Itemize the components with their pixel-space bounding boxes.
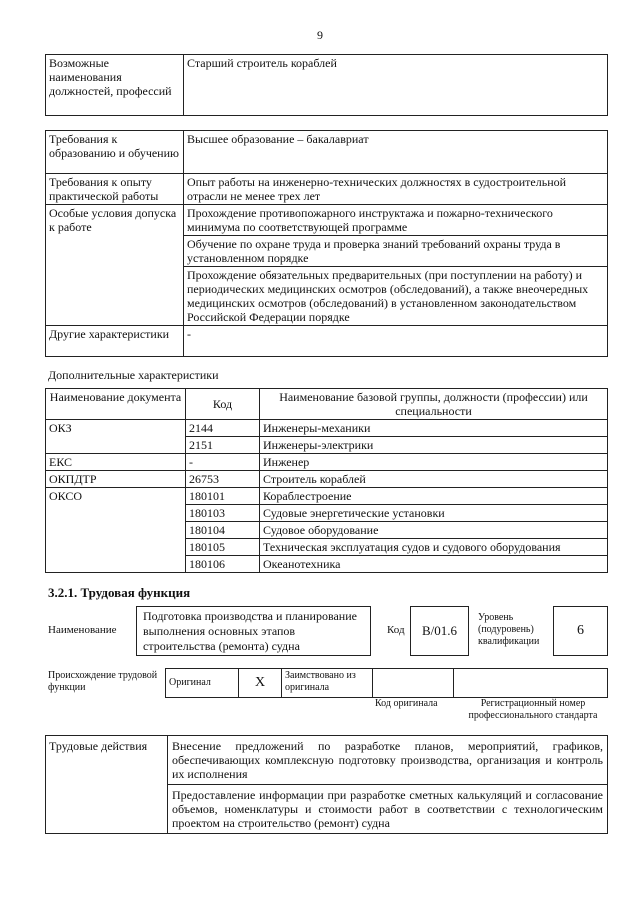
code-cell: 180103 (186, 505, 260, 522)
special-condition-item: Обучение по охране труда и проверка знаний требований охраны труда в установленном порядке (184, 236, 608, 267)
special-conditions-label: Особые условия допуска к работе (46, 205, 184, 326)
function-code-value: B/01.6 (410, 606, 469, 656)
original-mark: X (239, 669, 282, 698)
name-cell: Инженеры-механики (260, 420, 608, 437)
experience-value: Опыт работы на инженерно-технических должностях в судостроительной отрасли не менее трех лет (184, 174, 608, 205)
page-number: 9 (317, 28, 323, 42)
doc-cell: ОКСО (46, 488, 186, 573)
action-item: Внесение предложений по разработке планов, мероприятий, графиков, обеспечивающих комплексную подготовку производства, организация и контроль их исполнения (168, 736, 608, 785)
original-label: Оригинал (166, 669, 239, 698)
additional-title: Дополнительные характеристики (48, 368, 219, 382)
code-cell: 180105 (186, 539, 260, 556)
table-row (46, 471, 608, 488)
name-cell: Строитель кораблей (260, 471, 608, 488)
professions-value: Старший строитель кораблей (184, 55, 608, 116)
additional-table (45, 388, 608, 573)
header-doc: Наименование документа (46, 389, 186, 420)
function-name-value: Подготовка производства и планирование выполнения основных этапов строительства (ремонта) судна (136, 606, 371, 656)
actions-label: Трудовые действия (46, 736, 168, 834)
special-condition-item: Прохождение обязательных предварительных (при поступлении на работу) и периодических медицинских осмотров (обследований), а также внеочередных медицинских осмотров (обследований) в установленном законодательством Российской Федерации порядке (184, 267, 608, 326)
reg-number-label: Регистрационный номер профессионального стандарта (468, 698, 598, 721)
action-item: Предоставление информации при разработке сметных калькуляций и согласование объемов, номенклатуры и стоимости работ в соответствии с технологическим проектом на строительство (ремонт) судна (168, 785, 608, 834)
code-cell: 2151 (186, 437, 260, 454)
function-name-label: Наименование (48, 624, 117, 636)
code-cell: 26753 (186, 471, 260, 488)
doc-cell: ОКПДТР (46, 471, 186, 488)
name-cell: Океанотехника (260, 556, 608, 573)
experience-label: Требования к опыту практической работы (46, 174, 184, 205)
name-cell: Судовые энергетические установки (260, 505, 608, 522)
other-label: Другие характеристики (46, 326, 184, 357)
reg-number-cell (454, 669, 608, 698)
name-cell: Судовое оборудование (260, 522, 608, 539)
table-row (46, 420, 608, 437)
name-cell: Кораблестроение (260, 488, 608, 505)
table-row (46, 454, 608, 471)
name-cell: Инженер (260, 454, 608, 471)
table-row (46, 488, 608, 505)
name-cell: Техническая эксплуатация судов и судового оборудования (260, 539, 608, 556)
origin-table (165, 668, 608, 698)
code-cell: 2144 (186, 420, 260, 437)
special-condition-item: Прохождение противопожарного инструктажа и пожарно-технического минимума по соответствующей программе (184, 205, 608, 236)
requirements-table (45, 130, 608, 357)
function-title: 3.2.1. Трудовая функция (48, 585, 191, 600)
code-cell: 180104 (186, 522, 260, 539)
code-original-label: Код оригинала (375, 698, 438, 709)
origin-label: Происхождение трудовой функции (48, 670, 158, 693)
professions-label: Возможные наименования должностей, профессий (46, 55, 184, 116)
function-code-label: Код (387, 624, 405, 636)
education-label: Требования к образованию и обучению (46, 131, 184, 174)
professions-table (45, 54, 608, 116)
actions-table (45, 735, 608, 834)
other-value: - (184, 326, 608, 357)
doc-cell: ЕКС (46, 454, 186, 471)
code-original-cell (373, 669, 454, 698)
header-name: Наименование базовой группы, должности (профессии) или специальности (260, 389, 608, 420)
borrowed-label: Заимствовано из оригинала (282, 669, 373, 698)
education-value: Высшее образование – бакалавриат (184, 131, 608, 174)
header-code: Код (186, 389, 260, 420)
name-cell: Инженеры-электрики (260, 437, 608, 454)
code-cell: 180101 (186, 488, 260, 505)
function-level-label: Уровень (подуровень) квалификации (478, 612, 540, 647)
function-level-value: 6 (553, 606, 608, 656)
doc-cell: ОКЗ (46, 420, 186, 454)
code-cell: 180106 (186, 556, 260, 573)
code-cell: - (186, 454, 260, 471)
